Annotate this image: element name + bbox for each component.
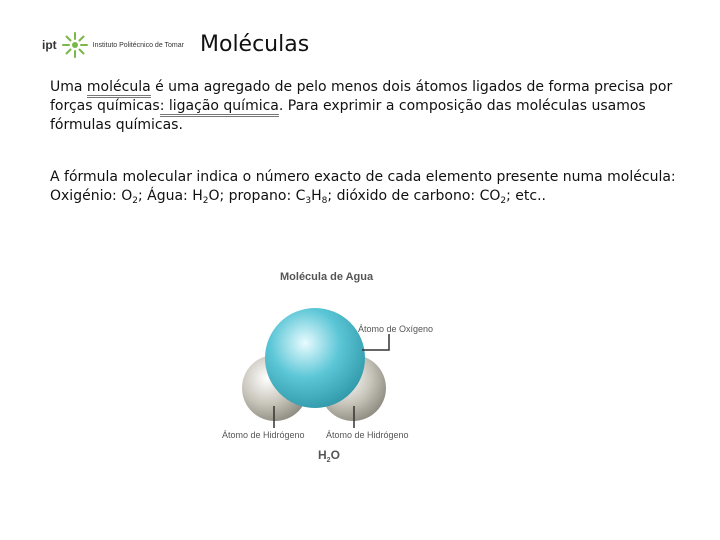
formula-h: H [318, 448, 327, 462]
hydrogen-right-label: Átomo de Hidrógeno [326, 430, 409, 440]
formula-subscript: 2 [326, 457, 331, 464]
water-molecule-diagram [210, 258, 450, 498]
example-propane-h: H [311, 188, 322, 204]
oxygen-atom [265, 308, 365, 408]
example-end: ; etc.. [506, 188, 547, 204]
example-water: ; Água: H [137, 188, 203, 204]
text-segment: Uma [50, 79, 87, 95]
definition-paragraph [50, 78, 690, 135]
figure-title: Molécula de Agua [280, 271, 374, 283]
formula-o: O [330, 448, 340, 462]
formula-label [318, 448, 340, 464]
example-oxygen: Oxigénio: O [50, 188, 133, 204]
subscript: 2 [202, 196, 209, 206]
oxygen-label: Átomo de Oxígeno [358, 324, 434, 334]
term-molecula: molécula [87, 79, 151, 98]
term-ligacao-quimica: : ligação química [160, 98, 279, 117]
example-co2: ; dióxido de carbono: CO [327, 188, 501, 204]
subscript: 2 [132, 196, 138, 206]
text-segment: . Para exprimir a composição das moléculas usamos fórmulas químicas. [50, 98, 646, 133]
formula-paragraph [50, 168, 690, 206]
institution-logo [42, 28, 184, 62]
subscript: 2 [500, 196, 507, 206]
logo-institution-name: Instituto Politécnico de Tomar [92, 41, 184, 49]
page-title: Moléculas [200, 32, 310, 57]
water-molecule-figure [210, 258, 450, 498]
logo-abbreviation: ipt [42, 38, 57, 52]
subscript: 8 [321, 196, 328, 206]
hydrogen-left-label: Átomo de Hidrógeno [222, 430, 305, 440]
formula-intro: A fórmula molecular indica o número exacto de cada elemento presente numa molécula: [50, 169, 676, 185]
sun-logo-icon [61, 31, 89, 59]
example-propane: O; propano: C [208, 188, 306, 204]
subscript: 3 [305, 196, 312, 206]
text-segment: é uma agregado de pelo menos dois átomos ligados de forma precisa por forças químicas [50, 79, 673, 114]
oxygen-pointer-line [362, 334, 389, 350]
